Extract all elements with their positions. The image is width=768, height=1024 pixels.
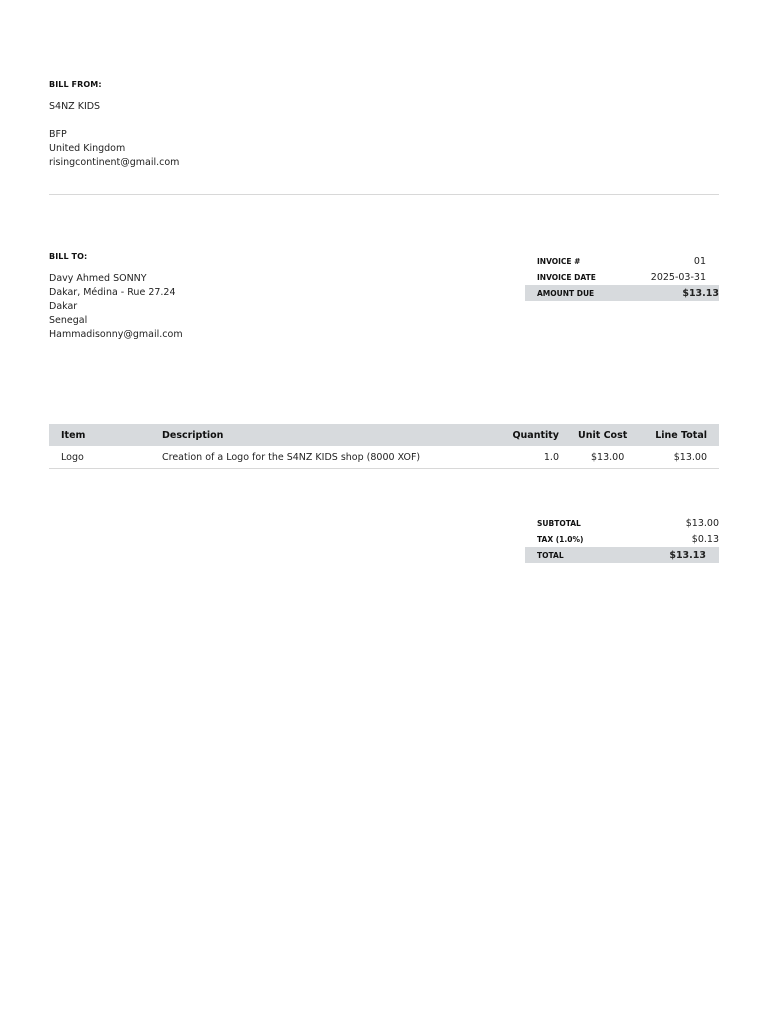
total-row [525, 547, 719, 563]
bill-to-address: Dakar, Médina - Rue 27.24 [49, 287, 176, 298]
bill-to-country: Senegal [49, 315, 88, 326]
bill-to-city: Dakar [49, 301, 78, 312]
bill-to-label: BILL TO: [49, 252, 88, 261]
bill-to-section [49, 252, 349, 342]
totals-section [525, 515, 719, 563]
section-divider [49, 194, 719, 195]
bill-from-line1: BFP [49, 129, 67, 140]
row-unit-cost: $13.00 [591, 451, 625, 463]
row-description: Creation of a Logo for the S4NZ KIDS shop (8000 XOF) [162, 451, 421, 463]
total-label: TOTAL [537, 550, 564, 560]
subtotal-row [525, 515, 719, 531]
row-line-total: $13.00 [673, 451, 707, 463]
tax-value: $0.13 [691, 533, 719, 545]
row-item: Logo [61, 451, 84, 463]
invoice-date-label: INVOICE DATE [537, 272, 596, 282]
invoice-meta [525, 253, 719, 301]
bill-to-name: Davy Ahmed SONNY [49, 273, 147, 284]
tax-label: TAX (1.0%) [537, 534, 584, 544]
row-quantity: 1.0 [543, 451, 559, 463]
header-description: Description [162, 429, 224, 441]
table-row [49, 446, 719, 469]
bill-from-section [49, 80, 349, 170]
amount-due-value: $13.13 [682, 287, 719, 299]
tax-row [525, 531, 719, 547]
header-quantity: Quantity [512, 429, 559, 441]
bill-from-label: BILL FROM: [49, 80, 102, 89]
amount-due-row [525, 285, 719, 301]
items-table-header [49, 424, 719, 446]
bill-to-email: Hammadisonny@gmail.com [49, 329, 183, 340]
invoice-number-value: 01 [693, 255, 706, 267]
invoice-number-label: INVOICE # [537, 256, 581, 266]
items-table [49, 424, 719, 469]
total-value: $13.13 [669, 549, 706, 561]
bill-from-line2: United Kingdom [49, 143, 126, 154]
header-unit-cost: Unit Cost [578, 429, 628, 441]
invoice-date-row [525, 269, 719, 285]
header-item: Item [61, 429, 86, 441]
bill-from-company: S4NZ KIDS [49, 101, 101, 112]
header-line-total: Line Total [655, 429, 707, 441]
amount-due-label: AMOUNT DUE [537, 288, 595, 298]
invoice-number-row [525, 253, 719, 269]
subtotal-value: $13.00 [685, 517, 719, 529]
subtotal-label: SUBTOTAL [537, 518, 581, 528]
bill-from-email: risingcontinent@gmail.com [49, 157, 180, 168]
invoice-date-value: 2025-03-31 [650, 271, 706, 283]
